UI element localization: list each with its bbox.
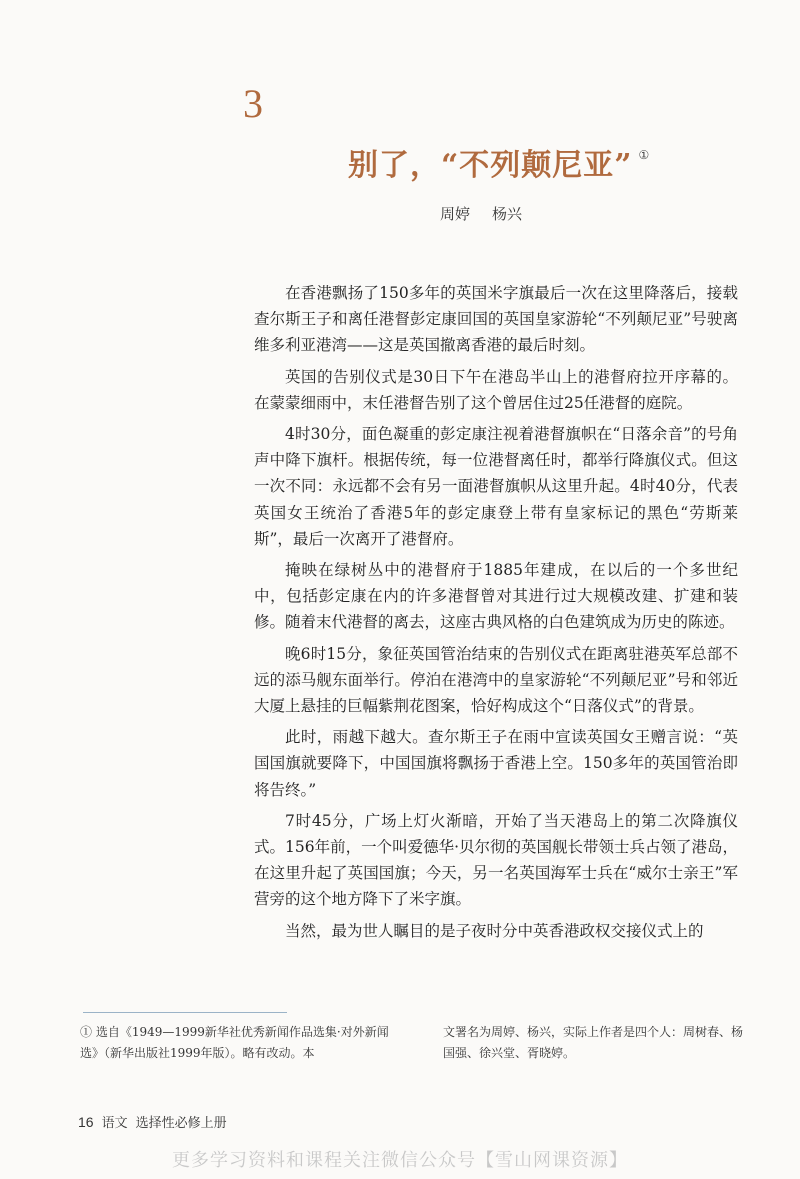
article-title xyxy=(348,140,650,184)
title-footnote-mark[interactable]: ① xyxy=(638,148,651,162)
article-body xyxy=(254,280,738,949)
paragraph: 当然，最为世人瞩目的是子夜时分中英香港政权交接仪式上的 xyxy=(285,921,704,940)
lesson-number: 3 xyxy=(243,81,263,126)
subject-label: 语文 xyxy=(101,1116,128,1131)
footnote-divider xyxy=(83,1012,287,1013)
book-label: 选择性必修上册 xyxy=(135,1116,227,1131)
title-text: 别了，“不列颠尼亚” xyxy=(348,148,633,183)
byline xyxy=(440,203,522,224)
paragraph: 此时，雨越下越大。查尔斯王子在雨中宣读英国女王赠言说：“英国国旗就要降下，中国国旗将飘扬于香港上空。150多年的英国管治即将告终。” xyxy=(254,728,738,799)
watermark: 更多学习资料和课程关注微信公众号【雪山网课资源】 xyxy=(172,1150,628,1171)
paragraph: 7时45分，广场上灯火渐暗，开始了当天港岛上的第二次降旗仪式。156年前，一个叫爱德华·贝尔彻的英国舰长带领士兵占领了港岛，在这里升起了英国国旗；今天，另一名英国海军士兵在“威尔士亲王”军营旁的这个地方降下了米字旗。 xyxy=(254,811,739,909)
paragraph: 晚6时15分，象征英国管治结束的告别仪式在距离驻港英军总部不远的添马舰东面举行。停泊在港湾中的皇家游轮“不列颠尼亚”号和邻近大厦上悬挂的巨幅紫荆花图案，恰好构成这个“日落仪式”的背景。 xyxy=(254,644,738,716)
footnote-left-column: ① 选自《1949—1999新华社优秀新闻作品选集·对外新闻选》（新华出版社1999年版）。略有改动。本 xyxy=(80,1025,389,1060)
footnote-right-column: 文署名为周婷、杨兴，实际上作者是四个人：周树春、杨国强、徐兴堂、胥晓婷。 xyxy=(443,1025,744,1060)
paragraph: 掩映在绿树丛中的港督府于1885年建成，在以后的一个多世纪中，包括彭定康在内的许多港督曾对其进行过大规模改建、扩建和装修。随着末代港督的离去，这座古典风格的白色建筑成为历史的陈迹。 xyxy=(254,561,738,632)
paragraph: 在香港飘扬了150多年的英国米字旗最后一次在这里降落后，接载查尔斯王子和离任港督彭定康回国的英国皇家游轮“不列颠尼亚”号驶离维多利亚港湾——这是英国撤离香港的最后时刻。 xyxy=(254,284,738,355)
page-number: 16 xyxy=(78,1114,94,1130)
paragraph: 4时30分，面色凝重的彭定康注视着港督旗帜在“日落余音”的号角声中降下旗杆。根据传统，每一位港督离任时，都举行降旗仪式。但这一次不同：永远都不会有另一面港督旗帜从这里升起。4时40分，代表英国女王统治了香港5年的彭定康登上带有皇家标记的黑色“劳斯莱斯”，最后一次离开了港督府。 xyxy=(254,425,738,548)
author-name: 杨兴 xyxy=(492,205,523,223)
paragraph: 英国的告别仪式是30日下午在港岛半山上的港督府拉开序幕的。在蒙蒙细雨中，末任港督告别了这个曾居住过25任港督的庭院。 xyxy=(254,367,738,412)
page-footer xyxy=(78,1112,227,1131)
author-name: 周婷 xyxy=(440,205,471,223)
